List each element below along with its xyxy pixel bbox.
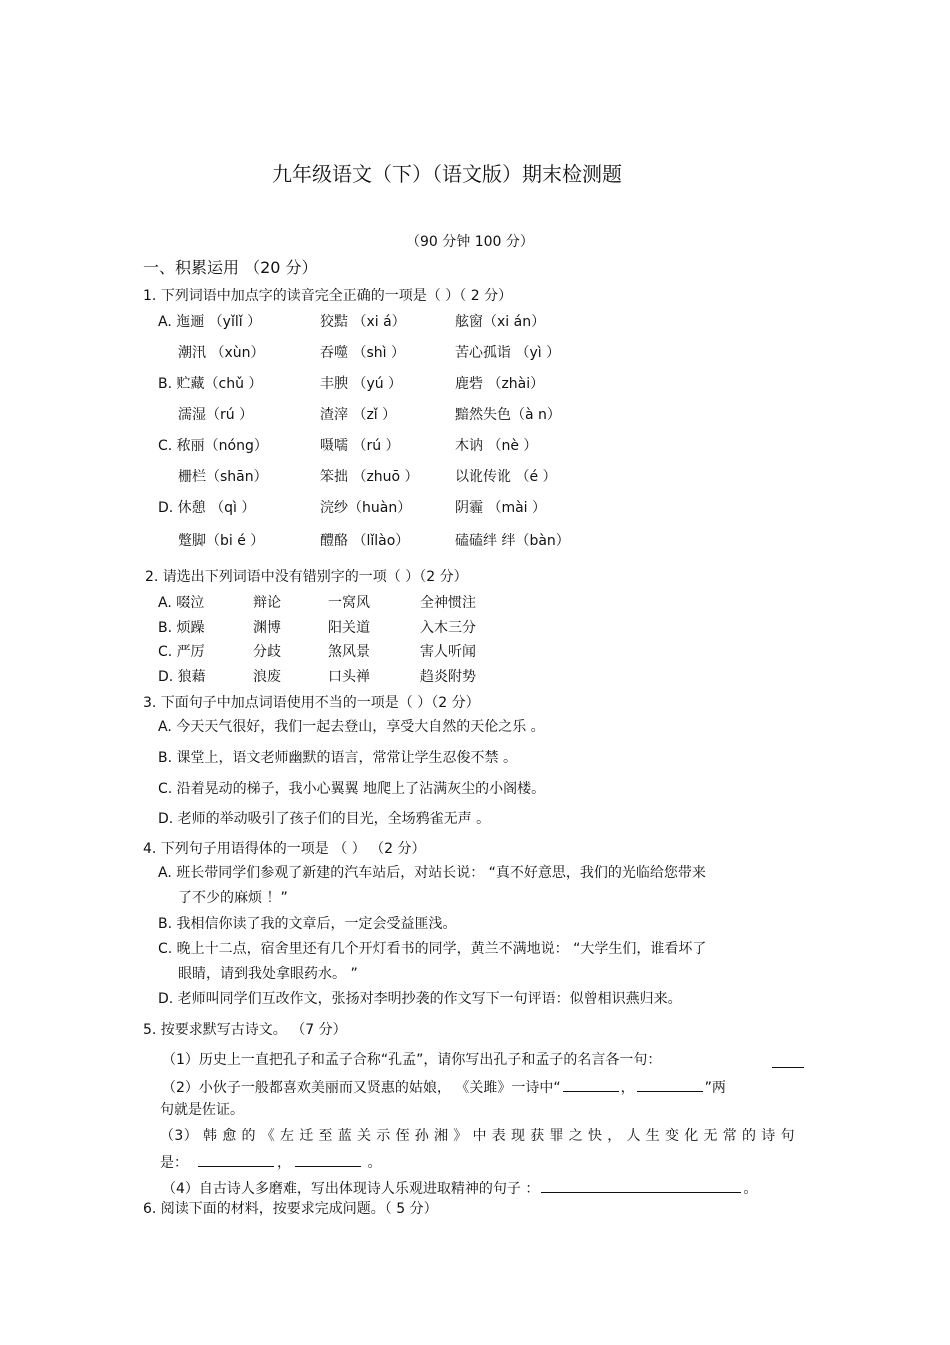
q3-option-d: D. 老师的举动吸引了孩子们的目光，全场鸦雀无声 。: [158, 811, 491, 827]
q1-a-word5: 吞噬 （shì ）: [320, 345, 405, 361]
question-6-stem: 6. 阅读下面的材料，按要求完成问题。（ 5 分）: [143, 1201, 438, 1217]
q1-b-word4: 濡湿（rú ）: [178, 407, 254, 423]
q2-b-3: 阳关道: [328, 620, 370, 636]
q2-a-1: A. 啜泣: [158, 595, 205, 611]
q1-d-word1: D. 休憩 （qì ）: [158, 500, 256, 516]
q2-a-4: 全神惯注: [420, 595, 476, 611]
q2-d-4: 趋炎附势: [420, 669, 476, 685]
q5-blank-2a[interactable]: [563, 1077, 619, 1092]
q5-item-3: （3） 韩 愈 的 《 左 迁 至 蓝 关 示 侄 孙 湘 》 中 表 现 获 罪 之 快 ， 人 生 变 化 无 常 的 诗 句: [160, 1128, 795, 1144]
q4-option-a-cont: 了不少的麻烦 ！”: [178, 890, 288, 906]
q1-c-word3: 木讷 （nè ）: [455, 438, 538, 454]
q2-a-3: 一窝风: [328, 595, 370, 611]
q1-c-word5: 笨拙 （zhuō ）: [320, 469, 419, 485]
q5-blank-3a[interactable]: [198, 1152, 274, 1167]
q4-option-c-cont: 眼睛，请到我处拿眼药水。 ”: [178, 966, 358, 982]
q2-d-2: 浪废: [253, 669, 281, 685]
q1-b-word2: 丰腴 （yú ）: [320, 376, 403, 392]
q1-b-word6: 黯然失色（à n）: [455, 407, 561, 423]
q2-c-1: C. 严厉: [158, 644, 205, 660]
q5-blank-2b[interactable]: [637, 1077, 703, 1092]
q2-d-1: D. 狼藉: [158, 669, 206, 685]
q2-b-1: B. 烦躁: [158, 620, 205, 636]
q1-a-word6: 苦心孤诣 （yì ）: [455, 345, 561, 361]
q1-a-word2: 狡黠 （xi á）: [320, 314, 406, 330]
question-4-stem: 4. 下列句子用语得体的一项是 （ ） （2 分）: [143, 841, 426, 857]
q1-d-word5: 醴酪 （lǐlào）: [320, 533, 410, 549]
q2-c-3: 煞风景: [328, 644, 370, 660]
q2-c-4: 害人听闻: [420, 644, 476, 660]
q2-b-2: 渊博: [253, 620, 281, 636]
q2-d-3: 口头禅: [328, 669, 370, 685]
q2-b-4: 入木三分: [420, 620, 476, 636]
q4-option-d: D. 老师叫同学们互改作文，张扬对李明抄袭的作文写下一句评语：似曾相识燕归来。: [158, 991, 682, 1007]
question-1-stem: 1. 下列词语中加点字的读音完全正确的一项是（ ）（ 2 分）: [143, 288, 513, 304]
q3-option-c: C. 沿着晃动的梯子，我小心翼翼 地爬上了沾满灰尘的小阁楼。: [158, 781, 546, 797]
q1-d-word2: 浣纱（huàn）: [320, 500, 412, 516]
q5-item-2-cont: 句就是佐证。: [160, 1102, 244, 1118]
question-3-stem: 3. 下面句子中加点词语使用不当的一项是（ ）（2 分）: [143, 695, 480, 711]
question-5-stem: 5. 按要求默写古诗文。 （7 分）: [143, 1022, 347, 1038]
q3-option-b: B. 课堂上，语文老师幽默的语言，常常让学生忍俊不禁 。: [158, 750, 517, 766]
q5-item-3-cont: 是： ， 。: [160, 1152, 381, 1172]
q1-a-word4: 潮汛 （xùn）: [178, 345, 265, 361]
page-title: 九年级语文（下）（语文版）期末检测题: [272, 162, 622, 186]
q3-option-a: A. 今天天气很好，我们一起去登山，享受大自然的天伦之乐 。: [158, 719, 545, 735]
q1-a-word1: A. 迤逦 （yǐlǐ ）: [158, 314, 262, 330]
q5-item-4: （4）自古诗人多磨难，写出体现诗人乐观进取精神的句子 ： 。: [162, 1178, 757, 1198]
q5-item-2: （2）小伙子一般都喜欢美丽而又贤惠的姑娘， 《关雎》一诗中“ ， ”两: [162, 1077, 726, 1097]
q1-b-word5: 渣滓 （zǐ ）: [320, 407, 397, 423]
q4-option-c: C. 晚上十二点，宿舍里还有几个开灯看书的同学，黄兰不满地说： “大学生们，谁看坏了: [158, 941, 707, 957]
q1-b-word3: 鹿砦 （zhài）: [455, 376, 545, 392]
q5-blank-1[interactable]: [772, 1053, 804, 1068]
q1-a-word3: 舷窗（xi án）: [455, 314, 546, 330]
q1-c-word2: 嗫嚅 （rú ）: [320, 438, 400, 454]
q2-a-2: 辩论: [253, 595, 281, 611]
section-heading: 一、积累运用 （20 分）: [143, 258, 318, 277]
q5-item-1: （1）历史上一直把孔子和孟子合称“孔孟”，请你写出孔子和孟子的名言各一句：: [162, 1052, 662, 1068]
q4-option-a: A. 班长带同学们参观了新建的汽车站后，对站长说： “真不好意思，我们的光临给您带来: [158, 865, 706, 881]
q1-c-word1: C. 秾丽（nóng）: [158, 438, 268, 454]
q1-d-word6: 磕磕绊 绊（bàn）: [455, 533, 570, 549]
q5-blank-3b[interactable]: [295, 1152, 361, 1167]
q5-blank-4[interactable]: [541, 1178, 741, 1193]
q4-option-b: B. 我相信你读了我的文章后，一定会受益匪浅。: [158, 916, 457, 932]
question-2-stem: 2. 请选出下列词语中没有错别字的一项（ ）（2 分）: [145, 569, 468, 585]
exam-meta: （90 分钟 100 分）: [406, 234, 534, 250]
q1-c-word6: 以讹传讹 （é ）: [455, 469, 557, 485]
q2-c-2: 分歧: [253, 644, 281, 660]
q1-c-word4: 栅栏（shān）: [178, 469, 268, 485]
q1-d-word3: 阴霾 （mài ）: [455, 500, 547, 516]
q1-b-word1: B. 贮藏（chǔ ）: [158, 376, 263, 392]
q1-d-word4: 蹩脚（bi é ）: [178, 533, 265, 549]
